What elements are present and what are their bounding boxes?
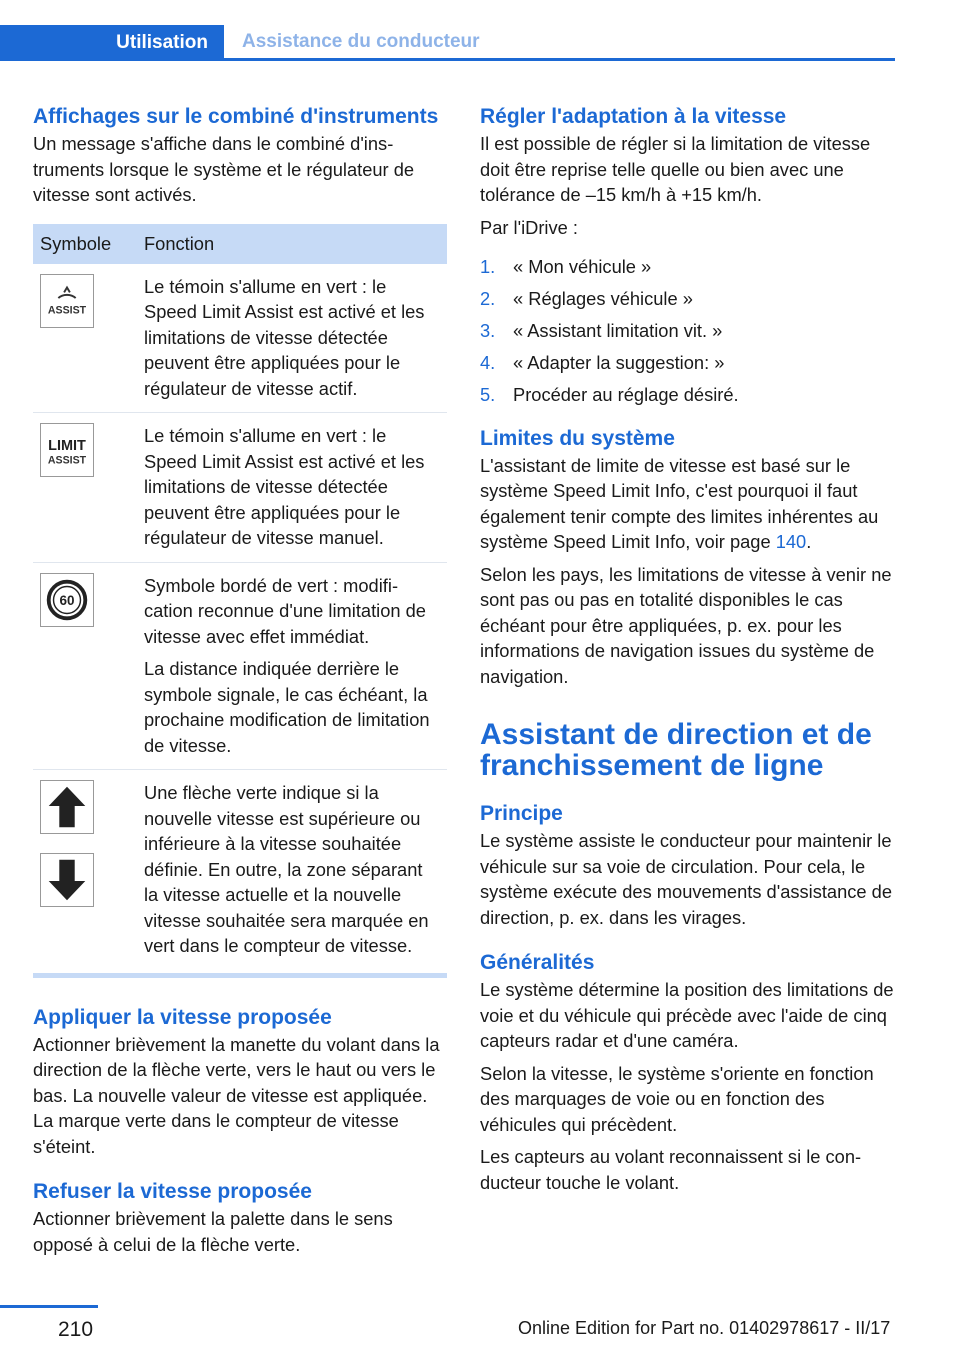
page-link[interactable]: 140 xyxy=(775,531,807,552)
column-header-function: Fonction xyxy=(137,224,447,264)
heading-instrument-displays: Affichages sur le combiné d'instruments xyxy=(33,105,439,128)
step-text: « Adapter la suggestion: » xyxy=(513,352,725,373)
symbol-cell xyxy=(33,562,137,770)
page-number: 210 xyxy=(58,1318,94,1341)
steps-list xyxy=(480,254,898,408)
list-item xyxy=(480,286,898,312)
paragraph: Le système assiste le conducteur pour maintenir le véhicule sur sa voie de circulation. Pour cela, le système exécute des mouvements d'assistance de direction, p. ex. dans les virages. xyxy=(480,830,892,928)
paragraph: Le système détermine la position des limitations de voie et du véhicule qui précède avec l'aide de cinq capteurs radar et d'une caméra. xyxy=(480,979,894,1051)
function-cell xyxy=(137,562,447,770)
column-header-symbol: Symbole xyxy=(33,224,137,264)
list-item xyxy=(480,350,898,376)
paragraph: Par l'iDrive : xyxy=(480,216,578,238)
header-bar xyxy=(0,25,895,61)
assist-icon-label: ASSIST xyxy=(47,304,87,317)
function-cell: Le témoin s'allume en vert : le Speed Limit Assist est activé et les limitations de vitesse détectée peuvent être appliquées pour le régulateur de vitesse manuel. xyxy=(137,413,447,563)
limit-assist-icon xyxy=(40,423,94,477)
arrow-down-icon xyxy=(40,853,94,907)
arrow-up-icon xyxy=(40,780,94,834)
function-cell: Le témoin s'allume en vert : le Speed Limit Assist est activé et les limitations de vitesse détectée peuvent être appliquées pour le régulateur de vitesse actif. xyxy=(137,264,447,413)
step-text: « Assistant limitation vit. » xyxy=(513,320,723,341)
heading-apply-speed: Appliquer la vitesse proposée xyxy=(33,1005,332,1029)
symbol-cell xyxy=(33,413,137,563)
list-item xyxy=(480,254,898,280)
paragraph: Actionner brièvement la palette dans le sens opposé à celui de la flèche verte. xyxy=(33,1208,393,1255)
paragraph: Un message s'affiche dans le combiné d'instruments lorsque le système et le régulateur de vitesse sont activés. xyxy=(33,133,415,205)
step-text: « Mon véhicule » xyxy=(513,256,652,277)
text-span: L'assistant de limite de vitesse est basé sur le système Speed Limit Info, c'est pourquoi il faut également tenir compte des limites inhérentes au système Speed Limit Info, voir page xyxy=(480,454,879,552)
step-text: « Réglages véhicule » xyxy=(513,288,693,309)
heading-speed-adaptation: Régler l'adaptation à la vitesse xyxy=(480,105,787,128)
symbol-cell xyxy=(33,770,137,976)
chapter-title: Assistant de direction et de franchissement de ligne xyxy=(480,718,872,782)
right-column xyxy=(480,104,898,1195)
left-column xyxy=(33,104,447,1257)
function-cell: Une flèche verte indique si la nouvelle vitesse est supérieure ou inférieure à la vitesse souhaitée définie. En outre, la zone séparant la vitesse actuelle et la nouvelle vitesse souhaitée sera marquée en vert dans le compteur de vitesse. xyxy=(137,770,447,976)
footer-rule xyxy=(0,1305,98,1308)
step-number: 1. xyxy=(480,256,496,277)
heading-general: Généralités xyxy=(480,951,595,974)
limit-icon-label-top: LIMIT xyxy=(48,438,86,454)
heading-refuse-speed: Refuser la vitesse proposée xyxy=(33,1180,312,1203)
step-text: Procéder au réglage désiré. xyxy=(513,384,739,405)
section-tab[interactable]: Utilisation xyxy=(0,25,224,61)
heading-system-limits: Limites du système xyxy=(480,426,675,450)
table-row xyxy=(33,770,447,976)
function-text: Symbole bordé de vert : modification reconnue d'une limitation de vitesse avec effet immédiat. xyxy=(144,574,426,647)
function-text-2: La distance indiquée derrière le symbole signale, le cas échéant, la prochaine modification de limitation de vitesse. xyxy=(144,658,430,756)
text-span: . xyxy=(806,531,812,552)
edition-note: Online Edition for Part no. 01402978617 - II/17 xyxy=(518,1318,891,1338)
subsection-tab[interactable]: Assistance du conducteur xyxy=(224,25,895,61)
speed-sign-60-icon xyxy=(40,573,94,627)
paragraph: Selon les pays, les limitations de vitesse à venir ne sont pas ou pas en totalité disponibles le cas échéant pour être appliquées, p. ex. pour les informations de navigation issues du système de navigation. xyxy=(480,563,892,687)
step-number: 2. xyxy=(480,288,496,309)
paragraph: Il est possible de régler si la limitation de vitesse doit être reprise telle quelle ou bien avec une tolérance de –15 km/h à +15 km/h. xyxy=(480,133,871,205)
speed-sign-label: 60 xyxy=(59,592,75,608)
symbol-table xyxy=(33,224,447,978)
paragraph: Selon la vitesse, le système s'oriente en fonction des marquages de voie ou en fonction des véhicules qui précèdent. xyxy=(480,1062,874,1135)
paragraph: Actionner brièvement la manette du volant dans la direction de la flèche verte, vers le haut ou vers le bas. La nouvelle valeur de vitesse est appliquée. La marque verte dans le compteur de vitesse s'éteint. xyxy=(33,1033,440,1157)
table-header-row xyxy=(33,224,447,264)
list-item xyxy=(480,382,898,408)
table-row xyxy=(33,264,447,413)
paragraph: Les capteurs au volant reconnaissent si le conducteur touche le volant. xyxy=(480,1146,862,1193)
table-row xyxy=(33,413,447,563)
list-item xyxy=(480,318,898,344)
step-number: 3. xyxy=(480,320,496,341)
limit-icon-label-bottom: ASSIST xyxy=(47,454,87,467)
step-number: 4. xyxy=(480,352,496,373)
step-number: 5. xyxy=(480,384,496,405)
paragraph xyxy=(480,453,898,555)
table-row xyxy=(33,562,447,770)
heading-principle: Principe xyxy=(480,802,563,825)
symbol-cell xyxy=(33,264,137,413)
assist-icon xyxy=(40,274,94,328)
